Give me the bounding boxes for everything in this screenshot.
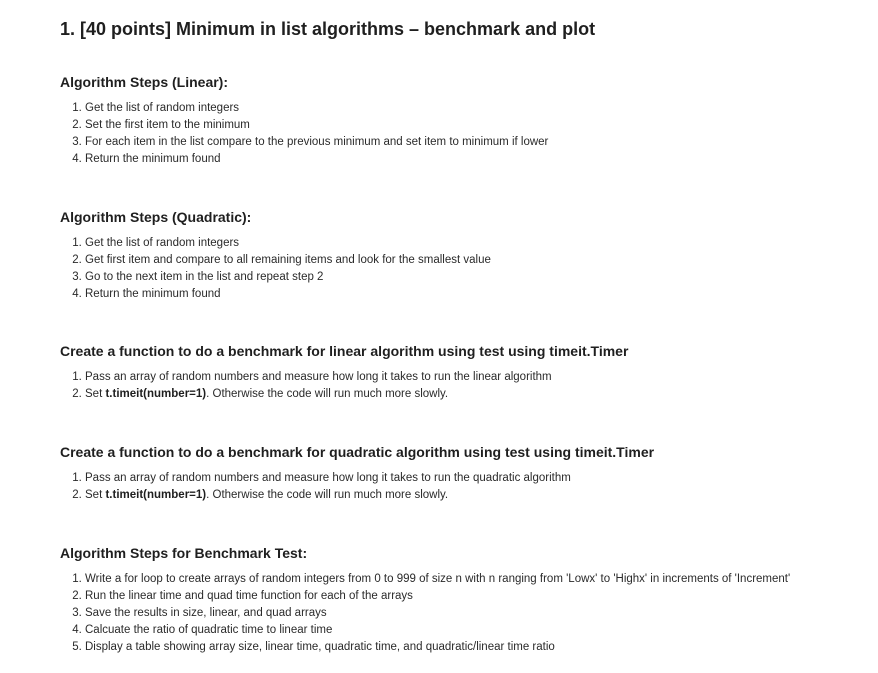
page-title: 1. [40 points] Minimum in list algorithms – benchmark and plot — [60, 19, 596, 39]
list-item: 3. Save the results in size, linear, and quad arrays — [85, 605, 860, 622]
list-item: 1. Write a for loop to create arrays of random integers from 0 to 999 of size n with n ranging from 'Lowx' to 'Highx' in increments of 'Increment' — [85, 571, 860, 588]
list-item: 1. Get the list of random integers — [85, 100, 860, 117]
list-item: 1. Pass an array of random numbers and measure how long it takes to run the linear algorithm — [85, 369, 860, 386]
list-item: 4. Return the minimum found — [85, 151, 860, 168]
step-text-prefix: Set — [85, 489, 106, 501]
section-quadratic-steps — [60, 208, 860, 303]
list-item: 3. For each item in the list compare to the previous minimum and set item to minimum if lower — [85, 134, 860, 151]
steps-list — [60, 100, 860, 168]
step-text-suffix: . Otherwise the code will run much more slowly. — [206, 489, 449, 501]
section-heading: Algorithm Steps for Benchmark Test: — [60, 545, 308, 561]
list-item: 3. Go to the next item in the list and repeat step 2 — [85, 269, 860, 286]
steps-list — [60, 571, 860, 656]
section-heading: Create a function to do a benchmark for quadratic algorithm using test using timeit.Timer — [60, 444, 655, 460]
list-item: 5. Display a table showing array size, linear time, quadratic time, and quadratic/linear time ratio — [85, 639, 860, 656]
section-heading: Create a function to do a benchmark for linear algorithm using test using timeit.Timer — [60, 343, 629, 359]
list-item — [85, 487, 860, 504]
section-heading: Algorithm Steps (Quadratic): — [60, 209, 252, 225]
step-text-suffix: . Otherwise the code will run much more slowly. — [206, 388, 449, 400]
section-benchmark-linear — [60, 342, 860, 403]
steps-list — [60, 470, 860, 504]
list-item: 1. Get the list of random integers — [85, 235, 860, 252]
list-item: 4. Calcuate the ratio of quadratic time to linear time — [85, 622, 860, 639]
list-item: 1. Pass an array of random numbers and measure how long it takes to run the quadratic algorithm — [85, 470, 860, 487]
step-text-prefix: Set — [85, 388, 106, 400]
list-item: 2. Get first item and compare to all remaining items and look for the smallest value — [85, 252, 860, 269]
section-benchmark-test-steps — [60, 544, 860, 656]
section-linear-steps — [60, 73, 860, 168]
section-benchmark-quadratic — [60, 443, 860, 504]
list-item: 4. Return the minimum found — [85, 286, 860, 303]
section-heading: Algorithm Steps (Linear): — [60, 74, 229, 90]
code-snippet: t.timeit(number=1) — [105, 388, 207, 400]
list-item: 2. Run the linear time and quad time function for each of the arrays — [85, 588, 860, 605]
list-item: 2. Set the first item to the minimum — [85, 117, 860, 134]
list-item — [85, 386, 860, 403]
steps-list — [60, 235, 860, 303]
code-snippet: t.timeit(number=1) — [105, 489, 207, 501]
steps-list — [60, 369, 860, 403]
